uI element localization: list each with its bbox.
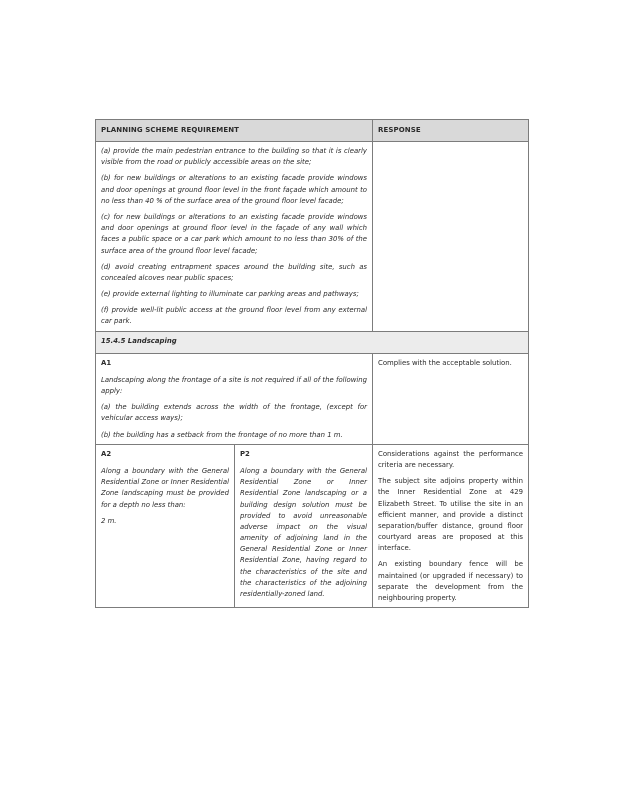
planning-requirements-table [95, 119, 529, 608]
response-text: The subject site adjoins property within the Inner Residential Zone at 429 Elizabeth Street. To utilise the site in an efficient manner, and provide a distinct separation/buffer distance, ground floor courtyard areas are proposed at this interface. [378, 477, 524, 553]
requirement-item: (b) for new buildings or alterations to an existing facade provide windows and door openings at ground floor level in the front façade which amount to no less than 40 % of the surface area of the ground floor level facade; [101, 174, 368, 205]
p2-cell [235, 444, 373, 607]
requirement-item: Along a boundary with the General Residential Zone or Inner Residential Zone landscaping must be provided for a depth no less than: [101, 466, 229, 509]
requirement-item: (b) the building has a setback from the frontage of no more than 1 m. [101, 430, 343, 439]
table-row [96, 444, 529, 607]
a2-label: A2 [101, 449, 112, 458]
requirement-item: (f) provide well-lit public access at the ground floor level from any external car park. [101, 306, 368, 326]
a1-response-cell [373, 353, 529, 444]
requirement-item: (e) provide external lighting to illuminate car parking areas and pathways; [101, 290, 359, 299]
a1-cell [96, 353, 373, 444]
response-text: An existing boundary fence will be maintained (or upgraded if necessary) to separate the development from the neighbouring property. [378, 560, 524, 602]
section-title: 15.4.5 Landscaping [96, 331, 529, 353]
p2-label: P2 [240, 449, 250, 458]
a2-response-cell [373, 444, 529, 607]
a2-cell [96, 444, 235, 607]
section-row [96, 331, 529, 353]
table-row [96, 353, 529, 444]
table-row [96, 142, 529, 332]
table-header-row [96, 120, 529, 142]
requirement-column-header: PLANNING SCHEME REQUIREMENT [96, 120, 373, 142]
requirement-item: (c) for new buildings or alterations to an existing facade provide windows and door openings at ground floor level in the façade of any wall which faces a public space or a car park which amount to no less than 30% of the surface area of the ground floor level facade; [101, 212, 368, 255]
response-text: Considerations against the performance criteria are necessary. [378, 449, 524, 469]
response-column-header: RESPONSE [373, 120, 529, 142]
requirement-item: (a) the building extends across the width of the frontage, (except for vehicular access ways); [101, 403, 368, 423]
a1-label: A1 [101, 358, 112, 367]
performance-criteria-text: Along a boundary with the General Residential Zone or Inner Residential Zone landscaping or a building design solution must be provided to avoid unreasonable adverse impact on the visual amenity of adjoining land in the General Residential Zone or Inner Residential Zone, having regard to the characteristics of the site and the characteristics of the adjoining residentially-zoned land. [240, 466, 368, 598]
requirement-item: (d) avoid creating entrapment spaces around the building site, such as concealed alcoves near public spaces; [101, 262, 368, 282]
top-response-cell [373, 142, 529, 332]
requirement-item: Landscaping along the frontage of a site is not required if all of the following apply: [101, 375, 368, 395]
top-requirements-cell [96, 142, 373, 332]
requirement-item: 2 m. [101, 516, 117, 525]
requirement-item: (a) provide the main pedestrian entrance to the building so that it is clearly visible from the road or publicly accessible areas on the site; [101, 147, 368, 167]
response-text: Complies with the acceptable solution. [378, 358, 512, 367]
